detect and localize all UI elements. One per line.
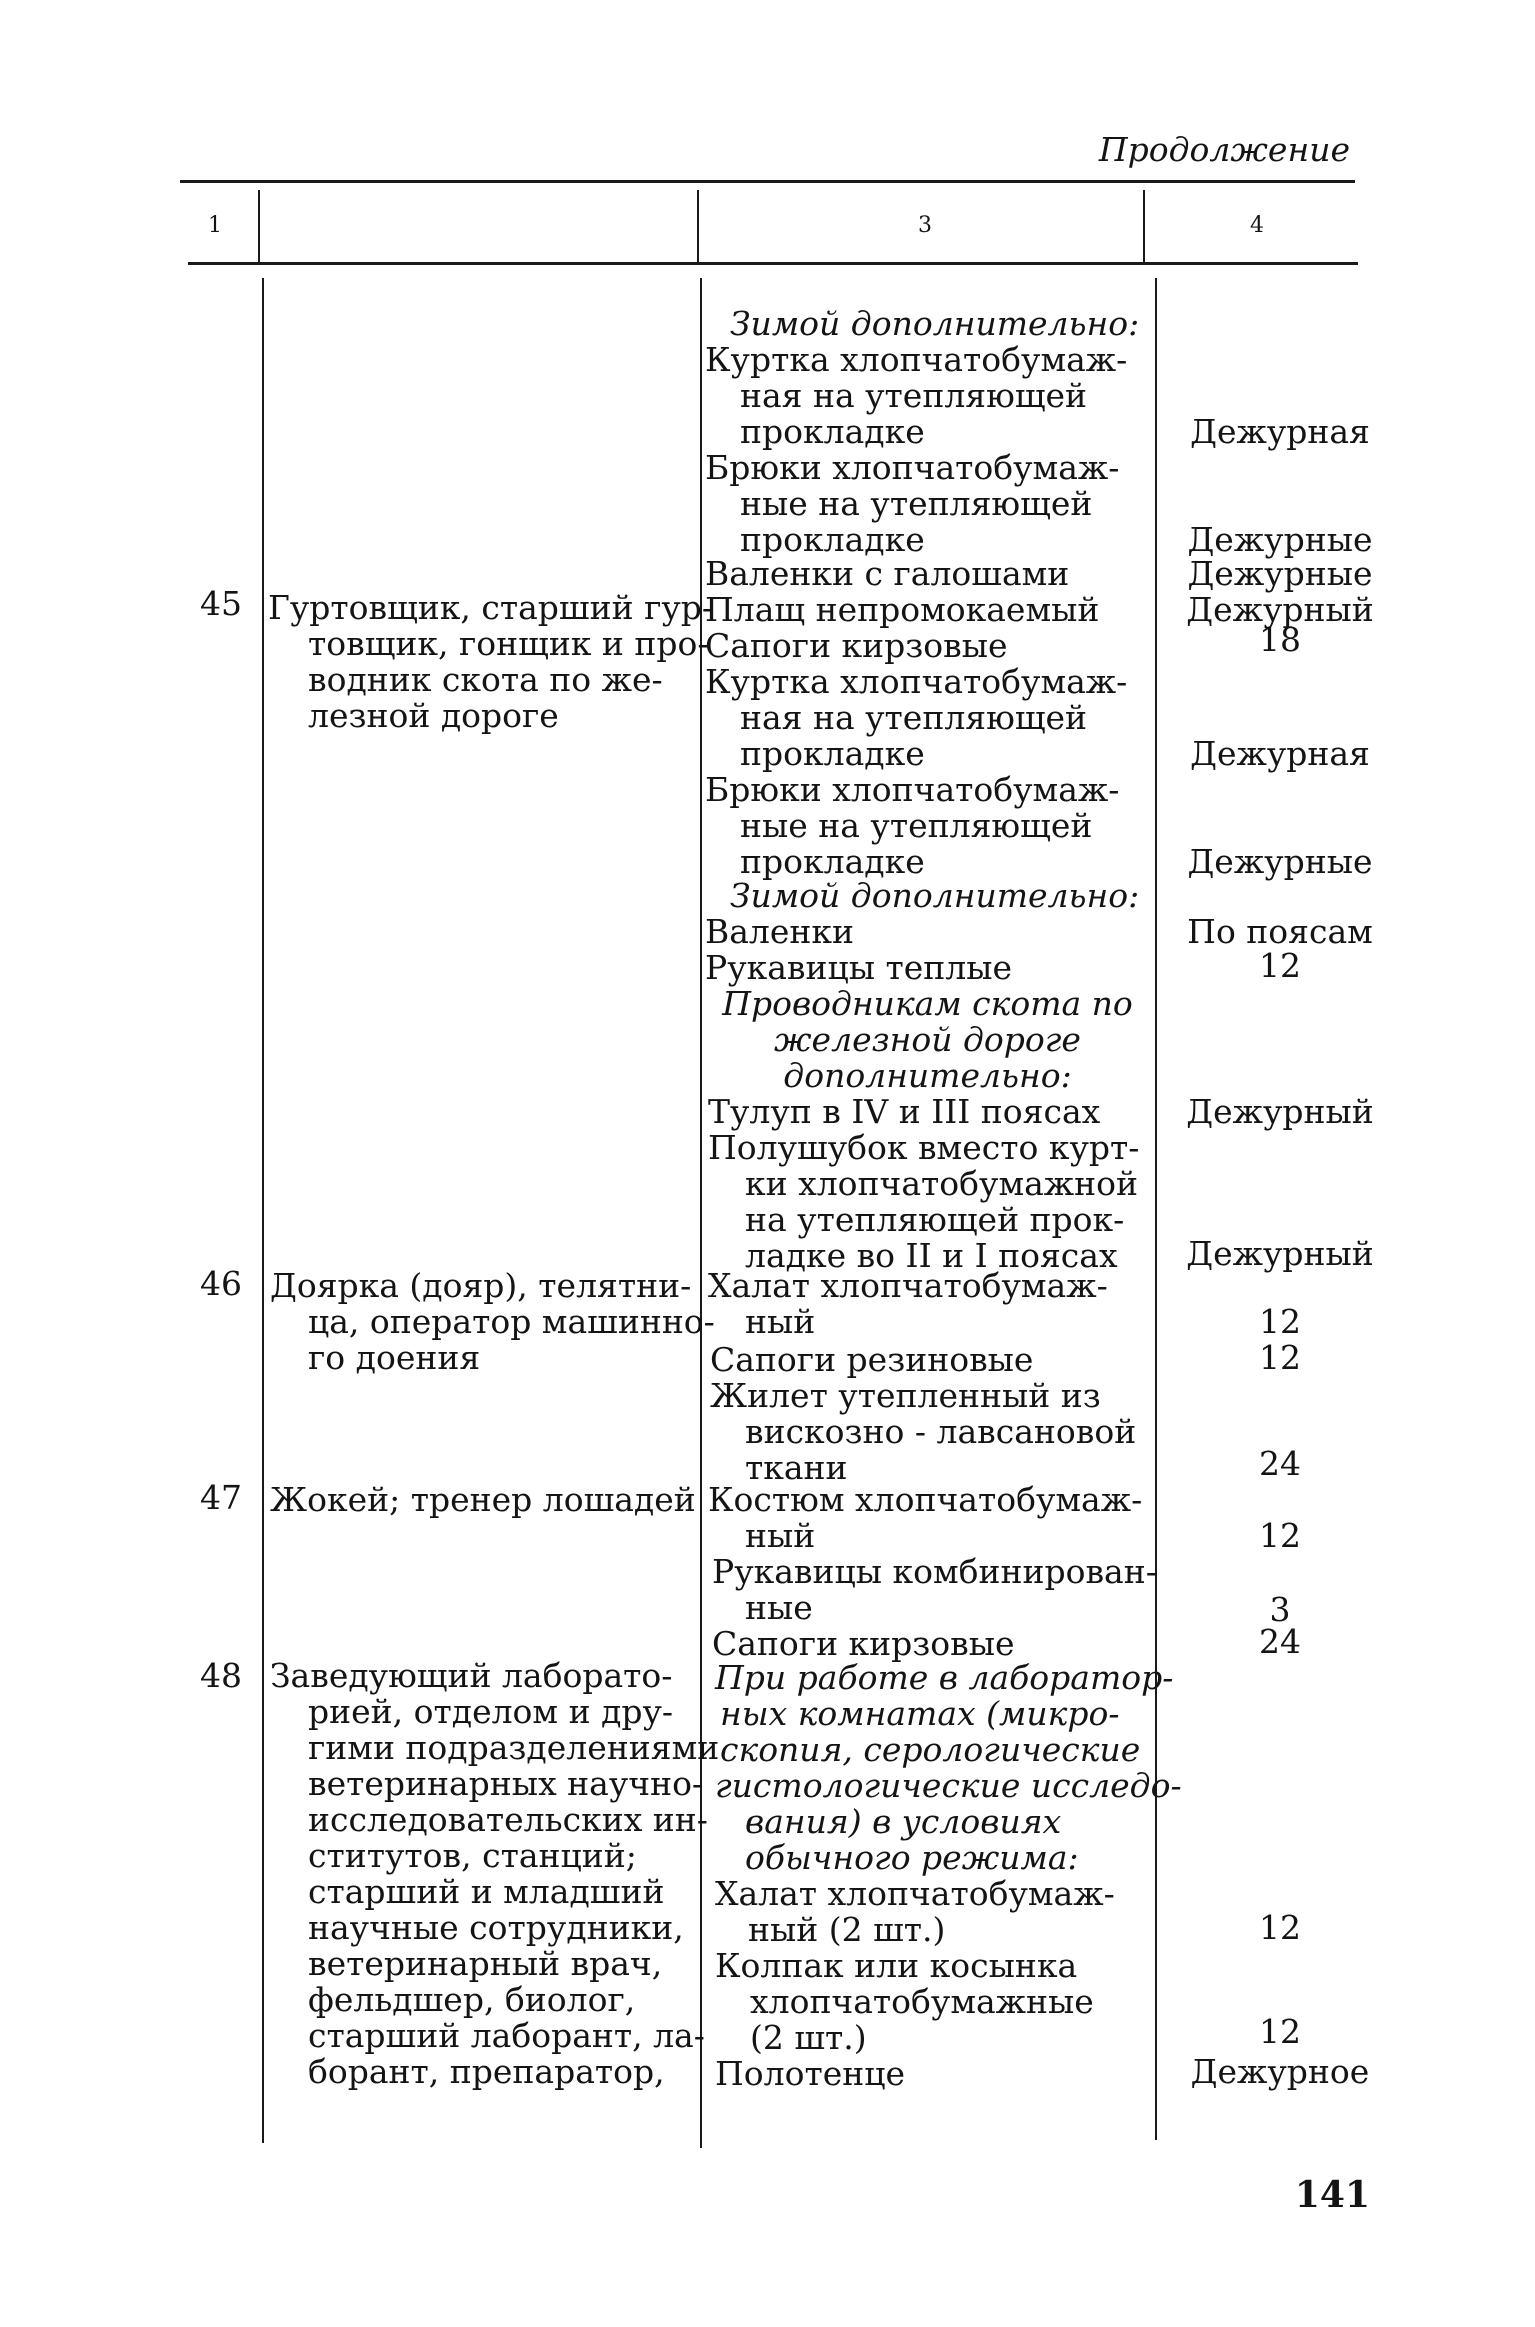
item-line-11: Куртка хлопчатобумаж-: [705, 662, 1128, 701]
term-line-20: Дежурное: [1190, 2052, 1370, 2091]
item-line-12: ная на утепляющей: [740, 698, 1088, 737]
column-header-3: 3: [918, 213, 932, 238]
item-line-44: обычного режима:: [745, 1838, 1079, 1877]
item-line-29: ный: [745, 1302, 816, 1341]
term-line-7: Дежурные: [1187, 842, 1373, 881]
profession-48-line-10: фельдшер, биолог,: [308, 1980, 636, 2019]
item-line-28: Халат хлопчатобумаж-: [708, 1266, 1108, 1305]
continued-header: Продолжение: [1098, 130, 1350, 169]
profession-48-line-11: старший лаборант, ла-: [308, 2016, 705, 2055]
item-line-17: Зимой дополнительно:: [730, 876, 1140, 915]
profession-45-line-3: водник скота по же-: [308, 660, 663, 699]
item-line-42: гистологические исследо-: [715, 1766, 1182, 1805]
item-line-15: ные на утепляющей: [740, 806, 1093, 845]
term-line-15: 12: [1259, 1516, 1301, 1555]
item-line-1: Зимой дополнительно:: [730, 304, 1140, 343]
item-line-23: Тулуп в IV и III поясах: [708, 1092, 1101, 1131]
item-line-48: хлопчатобумажные: [750, 1982, 1094, 2021]
item-line-16: прокладке: [740, 842, 925, 881]
profession-45-line-1: Гуртовщик, старший гур-: [268, 588, 714, 627]
header-divider-2: [697, 190, 699, 262]
term-line-18: 12: [1259, 1908, 1301, 1947]
row-number-46: 46: [200, 1264, 242, 1303]
profession-46-line-1: Доярка (дояр), телятни-: [270, 1266, 692, 1305]
body-divider-3: [1155, 278, 1157, 2140]
term-line-12: 12: [1259, 1302, 1301, 1341]
table-top-rule: [180, 180, 1355, 183]
header-bottom-rule: [188, 262, 1358, 265]
term-line-17: 24: [1259, 1622, 1301, 1661]
term-line-8: По поясам: [1187, 912, 1373, 951]
item-line-41: скопия, серологические: [720, 1730, 1141, 1769]
item-line-6: ные на утепляющей: [740, 484, 1093, 523]
item-line-37: ные: [745, 1588, 813, 1627]
profession-48-line-12: борант, препаратор,: [308, 2052, 665, 2091]
row-number-45: 45: [200, 584, 242, 623]
item-line-45: Халат хлопчатобумаж-: [715, 1874, 1115, 1913]
profession-48-line-3: гими подразделениями: [308, 1728, 720, 1767]
row-number-48: 48: [200, 1656, 242, 1695]
item-line-31: Жилет утепленный из: [710, 1376, 1101, 1415]
profession-48-line-2: рией, отделом и дру-: [308, 1692, 674, 1731]
profession-48-line-8: научные сотрудники,: [308, 1908, 684, 1947]
profession-47-line-1: Жокей; тренер лошадей: [270, 1480, 696, 1519]
body-divider-2: [700, 278, 702, 2148]
item-line-10: Сапоги кирзовые: [705, 626, 1008, 665]
term-line-13: 12: [1259, 1338, 1301, 1377]
item-line-36: Рукавицы комбинирован-: [712, 1552, 1157, 1591]
term-line-19: 12: [1259, 2012, 1301, 2051]
item-line-8: Валенки с галошами: [705, 554, 1070, 593]
item-line-26: на утепляющей прок-: [745, 1200, 1125, 1239]
item-line-38: Сапоги кирзовые: [712, 1624, 1015, 1663]
row-number-47: 47: [200, 1478, 242, 1517]
item-line-19: Рукавицы теплые: [705, 948, 1013, 987]
profession-48-line-5: исследовательских ин-: [308, 1800, 708, 1839]
profession-48-line-4: ветеринарных научно-: [308, 1764, 704, 1803]
item-line-40: ных комнатах (микро-: [720, 1694, 1120, 1733]
item-line-30: Сапоги резиновые: [710, 1340, 1034, 1379]
item-line-50: Полотенце: [715, 2054, 906, 2093]
term-line-5: 18: [1259, 620, 1301, 659]
item-line-9: Плащ непромокаемый: [705, 590, 1100, 629]
term-line-2: Дежурные: [1187, 520, 1373, 559]
profession-48-line-1: Заведующий лаборато-: [270, 1656, 673, 1695]
header-divider-1: [258, 190, 260, 262]
item-line-2: Куртка хлопчатобумаж-: [705, 340, 1128, 379]
item-line-25: ки хлопчатобумажной: [745, 1164, 1139, 1203]
item-line-3: ная на утепляющей: [740, 376, 1088, 415]
item-line-21: железной дороге: [774, 1020, 1081, 1059]
item-line-43: вания) в условиях: [745, 1802, 1062, 1841]
profession-48-line-7: старший и младший: [308, 1872, 665, 1911]
body-divider-1: [262, 278, 264, 2143]
item-line-46: ный (2 шт.): [748, 1910, 946, 1949]
profession-46-line-2: ца, оператор машинно-: [308, 1302, 715, 1341]
item-line-5: Брюки хлопчатобумаж-: [705, 448, 1120, 487]
term-line-6: Дежурная: [1190, 734, 1370, 773]
term-line-10: Дежурный: [1186, 1092, 1374, 1131]
item-line-4: прокладке: [740, 412, 925, 451]
item-line-24: Полушубок вместо курт-: [708, 1128, 1140, 1167]
profession-46-line-3: го доения: [308, 1338, 481, 1377]
item-line-47: Колпак или косынка: [715, 1946, 1078, 1985]
item-line-39: При работе в лаборатор-: [715, 1658, 1174, 1697]
header-divider-3: [1143, 190, 1145, 262]
item-line-14: Брюки хлопчатобумаж-: [705, 770, 1120, 809]
item-line-32: вискозно - лавсановой: [745, 1412, 1137, 1451]
term-line-16: 3: [1269, 1590, 1291, 1629]
term-line-4: Дежурный: [1186, 590, 1374, 629]
term-line-3: Дежурные: [1187, 554, 1373, 593]
term-line-14: 24: [1259, 1444, 1301, 1483]
item-line-35: ный: [745, 1516, 816, 1555]
profession-45-line-4: лезной дороге: [308, 696, 559, 735]
term-line-11: Дежурный: [1186, 1234, 1374, 1273]
column-header-4: 4: [1250, 213, 1264, 238]
profession-45-line-2: товщик, гонщик и про-: [308, 624, 709, 663]
profession-48-line-9: ветеринарный врач,: [308, 1944, 663, 1983]
item-line-20: Проводникам скота по: [722, 984, 1133, 1023]
item-line-27: ладке во II и I поясах: [745, 1236, 1118, 1275]
column-header-1: 1: [208, 213, 222, 238]
page-number: 141: [1294, 2174, 1370, 2216]
item-line-18: Валенки: [705, 912, 855, 951]
item-line-13: прокладке: [740, 734, 925, 773]
item-line-49: (2 шт.): [750, 2018, 867, 2057]
term-line-1: Дежурная: [1190, 412, 1370, 451]
item-line-33: ткани: [745, 1448, 848, 1487]
item-line-22: дополнительно:: [783, 1056, 1072, 1095]
item-line-34: Костюм хлопчатобумаж-: [708, 1480, 1143, 1519]
term-line-9: 12: [1259, 946, 1301, 985]
profession-48-line-6: ститутов, станций;: [308, 1836, 637, 1875]
item-line-7: прокладке: [740, 520, 925, 559]
